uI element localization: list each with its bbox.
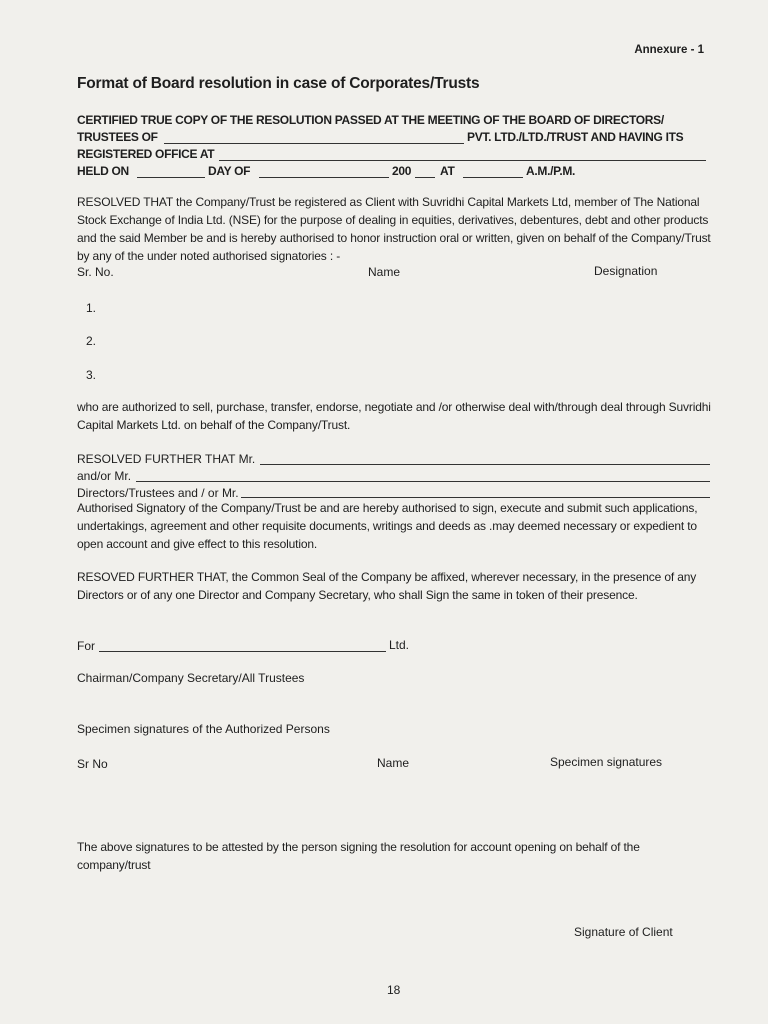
designation-header: Designation <box>594 264 658 278</box>
specimen-signatures-header: Specimen signatures <box>550 755 663 769</box>
company-name-field[interactable] <box>99 651 386 652</box>
year-field[interactable] <box>415 177 435 178</box>
common-seal-paragraph: RESOVED FURTHER THAT, the Common Seal of the Company be affixed, wherever necessary, in the presence of any Directors or of any one Director and Company Secretary, who shall Sign the same in token of their presence. <box>77 570 697 602</box>
attestation-paragraph: The above signatures to be attested by the person signing the resolution for account opening on behalf of the company/trust <box>77 840 640 872</box>
day-of-label: DAY OF <box>208 164 251 178</box>
resolved-paragraph: RESOLVED THAT the Company/Trust be registered as Client with Suvridhi Capital Markets Ltd, member of The National Stock Exchange of India Ltd. (NSE) for the purpose of dealing in equities, derivatives, debentures, debt and other products and the said Member be and is hereby authorised to honor instruction oral or written, given on behalf of the Company/Trust by any of the under noted authorised signatories : - <box>77 195 711 263</box>
held-on-label: HELD ON <box>77 164 129 178</box>
resolved-further-mr-label: RESOLVED FURTHER THAT Mr. <box>77 452 256 466</box>
day-of-field[interactable] <box>259 177 389 178</box>
for-label: For <box>77 639 95 653</box>
chairman-label: Chairman/Company Secretary/All Trustees <box>77 671 305 685</box>
page-number: 18 <box>387 983 401 997</box>
directors-trustees-label: Directors/Trustees and / or Mr. <box>77 486 239 500</box>
specimen-name-header: Name <box>377 756 410 770</box>
ltd-label: Ltd. <box>389 638 410 652</box>
signature-of-client-label: Signature of Client <box>574 925 673 939</box>
ampm-label: A.M./P.M. <box>526 164 576 178</box>
year-label: 200 <box>392 164 412 178</box>
sr-no-header: Sr. No. <box>77 265 114 279</box>
specimen-sr-no-header: Sr No <box>77 757 108 771</box>
signatory-row-3: 3. <box>86 368 97 382</box>
held-on-field[interactable] <box>137 177 205 178</box>
registered-office-field[interactable] <box>219 160 706 161</box>
pvt-ltd-label: PVT. LTD./LTD./TRUST AND HAVING ITS <box>467 130 684 144</box>
signatory-row-2: 2. <box>86 334 97 348</box>
certified-line-1: CERTIFIED TRUE COPY OF THE RESOLUTION PASSED AT THE MEETING OF THE BOARD OF DIRECTORS/ <box>77 113 664 127</box>
name-header: Name <box>368 265 401 279</box>
directors-trustees-field[interactable] <box>241 497 710 498</box>
registered-office-label: REGISTERED OFFICE AT <box>77 147 215 161</box>
annexure-label: Annexure - 1 <box>634 44 704 56</box>
authorised-signatory-paragraph: Authorised Signatory of the Company/Trust be and are hereby authorised to sign, execute and submit such applications, undertakings, agreement and other requisite documents, writings and deeds as .may deemed necessary or expedient to open account and give effect to this resolution. <box>77 501 698 551</box>
and-or-mr-field[interactable] <box>136 481 710 482</box>
signatory-row-1: 1. <box>86 301 97 315</box>
trustees-of-label: TRUSTEES OF <box>77 130 158 144</box>
at-field[interactable] <box>463 177 523 178</box>
page-title: Format of Board resolution in case of Corporates/Trusts <box>77 75 480 92</box>
authorized-paragraph: who are authorized to sell, purchase, transfer, endorse, negotiate and /or otherwise deal with/through deal through Suvridhi Capital Markets Ltd. on behalf of the Company/Trust. <box>77 400 711 432</box>
and-or-mr-label: and/or Mr. <box>77 469 132 483</box>
at-label: AT <box>440 164 455 178</box>
trustees-of-field[interactable] <box>164 143 464 144</box>
specimen-heading: Specimen signatures of the Authorized Persons <box>77 722 330 736</box>
resolved-further-mr-field[interactable] <box>260 464 710 465</box>
